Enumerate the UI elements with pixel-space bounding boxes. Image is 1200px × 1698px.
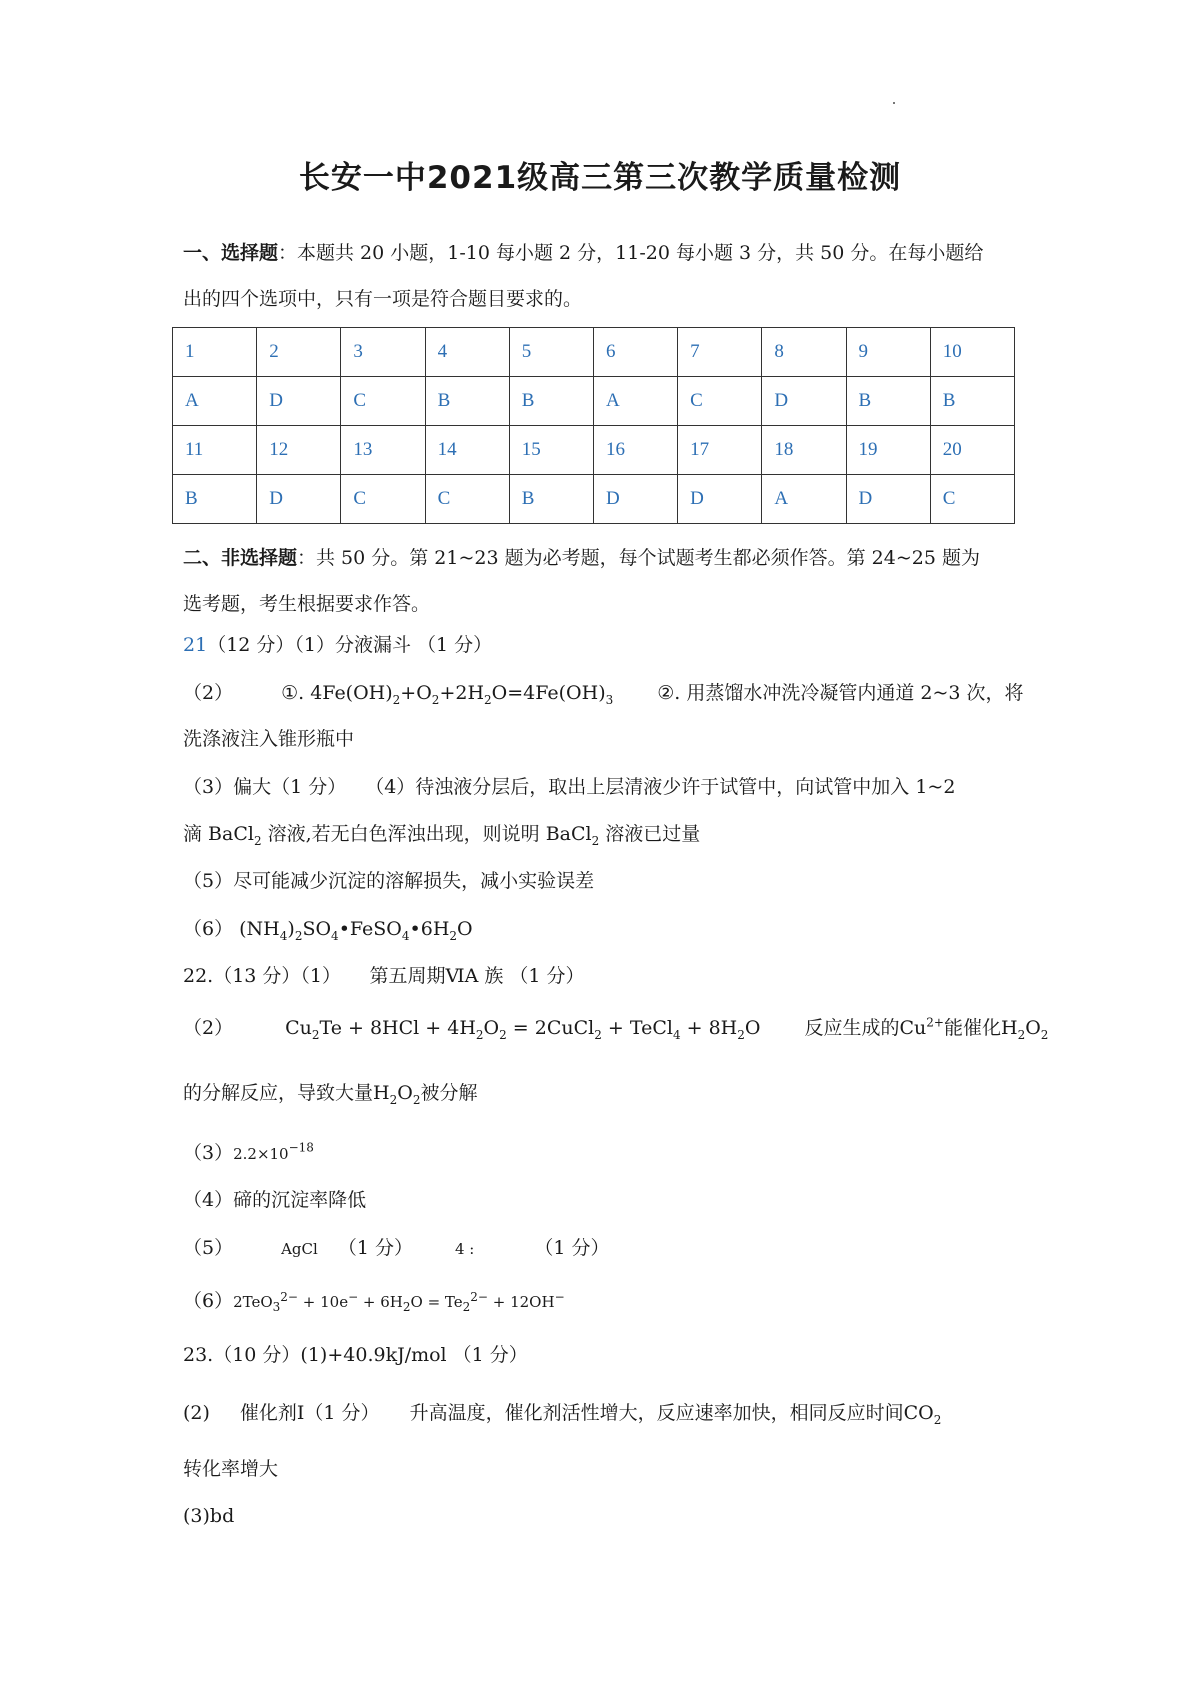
q22-line4: $(3)2.2\times 10^{-18}$ <box>183 1140 314 1164</box>
q22-line3: 的分解反应，导致大量$H_2O_2$被分解 <box>183 1082 478 1107</box>
table-cell: D <box>762 377 846 426</box>
q21-line1 <box>183 630 492 657</box>
q21-part2-label: （2） <box>183 682 234 704</box>
q21-equation: ①. $4Fe(OH)_2+O_2+2H_2O=4Fe(OH)_3$ <box>281 682 614 707</box>
table-cell: 7 <box>678 328 762 377</box>
table-cell: 12 <box>257 426 341 475</box>
table-cell: B <box>173 475 257 524</box>
table-row <box>173 426 1015 475</box>
q22-line6: （5） AgCl （1 分） 4 : （1 分） <box>183 1237 610 1259</box>
q21-line4: （3）偏大（1 分） （4）待浊液分层后，取出上层清液少许于试管中，向试管中加入 1~2 <box>183 776 956 798</box>
section2-text1: ：共 50 分。第 21~23 题为必考题，每个试题考生都必须作答。第 24~25 题为 <box>297 547 980 569</box>
q21-line7: （6） $(NH_4)_2SO_4•FeSO_4•6H_2O$ <box>183 918 473 943</box>
table-cell: C <box>341 377 425 426</box>
table-row <box>173 328 1015 377</box>
table-cell: 18 <box>762 426 846 475</box>
q22-line5: （4）碲的沉淀率降低 <box>183 1189 367 1211</box>
table-cell: 17 <box>678 426 762 475</box>
table-cell: 1 <box>173 328 257 377</box>
table-cell: A <box>762 475 846 524</box>
scan-dot <box>893 102 895 104</box>
table-cell: 4 <box>425 328 509 377</box>
table-cell: 19 <box>846 426 930 475</box>
table-cell: D <box>593 475 677 524</box>
table-cell: D <box>257 377 341 426</box>
table-cell: C <box>341 475 425 524</box>
q23-line2: (2) 催化剂Ⅰ（1 分） 升高温度，催化剂活性增大，反应速率加快，相同反应时间$CO_2$ <box>183 1402 942 1427</box>
section2-line2: 选考题，考生根据要求作答。 <box>183 593 431 615</box>
table-cell: B <box>846 377 930 426</box>
table-cell: 9 <box>846 328 930 377</box>
q22-line2: （2） $Cu_2Te + 8HCl + 4H_2O_2$ = 2CuCl$_2$ + TeCl$_4$ + $8H_2O$ 反应生成的$Cu^{2+}$能催化$H_2O_2$ <box>183 1015 1049 1042</box>
q22-equation-6: $2TeO_3^{2-} + 10e^- + 6H_2O = Te_2^{2-} + 12OH^-$ <box>233 1290 565 1314</box>
table-cell: D <box>678 475 762 524</box>
q22-line7: $(6)2TeO_3^{2-} + 10e^- + 6H_2O = Te_2^{2-} + 12OH^-$ <box>183 1290 565 1314</box>
table-cell: 5 <box>509 328 593 377</box>
section1-line2: 出的四个选项中，只有一项是符合题目要求的。 <box>183 288 583 310</box>
q21-number: 21 <box>183 634 208 656</box>
page-title: 长安一中2021级高三第三次教学质量检测 <box>298 160 902 196</box>
section1-text1: ：本题共 20 小题，1-10 每小题 2 分，11-20 每小题 3 分，共 50 分。在每小题给 <box>278 242 984 264</box>
section2-label: 二、非选择题 <box>183 547 298 569</box>
table-cell: 16 <box>593 426 677 475</box>
table-cell: A <box>593 377 677 426</box>
table-cell: 11 <box>173 426 257 475</box>
table-cell: C <box>678 377 762 426</box>
q21-line5: 滴 BaCl$_2$ 溶液,若无白色浑浊出现，则说明 BaCl$_2$ 溶液已过量 <box>183 823 701 848</box>
table-cell: 10 <box>930 328 1014 377</box>
table-cell: D <box>846 475 930 524</box>
table-cell: 14 <box>425 426 509 475</box>
q21-part2-answer: ②. 用蒸馏水冲洗冷凝管内通道 2~3 次，将 <box>657 682 1024 704</box>
q23-line1: 23.（10 分）(1)+40.9kJ/mol （1 分） <box>183 1344 528 1366</box>
table-cell: 15 <box>509 426 593 475</box>
table-cell: 3 <box>341 328 425 377</box>
table-cell: B <box>509 377 593 426</box>
table-cell: 13 <box>341 426 425 475</box>
table-cell: B <box>930 377 1014 426</box>
q21-line3: 洗涤液注入锥形瓶中 <box>183 728 355 750</box>
q22-line1: 22.（13 分）（1） 第五周期ⅥA 族 （1 分） <box>183 965 585 987</box>
table-cell: D <box>257 475 341 524</box>
q22-equation: $Cu_2Te + 8HCl + 4H_2O_2$ = 2CuCl$_2$ + TeCl$_4$ + $8H_2O$ <box>285 1017 761 1042</box>
table-cell: 8 <box>762 328 846 377</box>
q21-line2 <box>183 678 1024 705</box>
answer-table <box>172 327 1015 524</box>
table-cell: B <box>509 475 593 524</box>
section2-line1 <box>183 543 980 570</box>
q21-part1: （12 分）（1）分液漏斗 （1 分） <box>207 634 493 656</box>
table-cell: 2 <box>257 328 341 377</box>
section1-line1 <box>183 238 983 265</box>
table-cell: 20 <box>930 426 1014 475</box>
q23-line3: 转化率增大 <box>183 1458 279 1480</box>
table-cell: C <box>425 475 509 524</box>
q23-line4: (3)bd <box>183 1505 235 1527</box>
table-cell: C <box>930 475 1014 524</box>
table-cell: B <box>425 377 509 426</box>
table-row <box>173 475 1015 524</box>
table-cell: A <box>173 377 257 426</box>
table-row <box>173 377 1015 426</box>
section1-label: 一、选择题 <box>183 242 279 264</box>
q21-line6: （5）尽可能减少沉淀的溶解损失，减小实验误差 <box>183 870 595 892</box>
table-cell: 6 <box>593 328 677 377</box>
